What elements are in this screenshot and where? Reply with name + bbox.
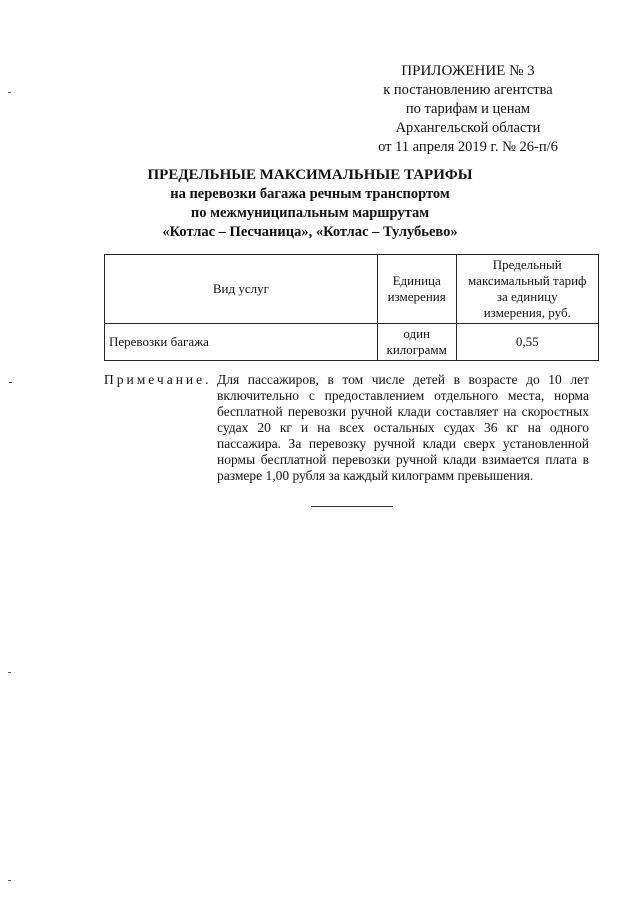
header-service-label: Вид услуг	[212, 281, 269, 296]
scan-speck	[9, 382, 12, 383]
heading-title: ПРЕДЕЛЬНЫЕ МАКСИМАЛЬНЫЕ ТАРИФЫ	[147, 167, 473, 183]
scan-speck	[8, 880, 11, 881]
cell-unit-line: один	[403, 326, 430, 341]
tariff-table	[104, 254, 599, 361]
heading-subtitle: по межмуниципальным маршрутам	[190, 205, 430, 221]
note-text: Для пассажиров, в том числе детей в возрасте до 10 лет включительно с предоставлением отдельного места, норма бесплатной перевозки ручной клади составляет на скоростных судах 20 кг и на всех остальных судах 36 кг на одного пассажира. За перевозку ручной клади сверх установленной нормы бесплатной перевозки ручной клади взимается плата в размере 1,00 рубля за каждый килограмм превышения.	[217, 372, 589, 483]
cell-service-text: Перевозки багажа	[109, 334, 209, 349]
appendix-title: ПРИЛОЖЕНИЕ № 3	[401, 63, 535, 79]
cell-unit-line: килограмм	[386, 342, 447, 357]
header-tariff-line: максимальный тариф	[468, 273, 587, 288]
scan-speck	[8, 672, 11, 673]
cell-tariff	[456, 324, 598, 361]
header-unit-line: Единица	[392, 273, 441, 288]
header-tariff	[456, 255, 598, 324]
appendix-line: к постановлению агентства	[383, 82, 553, 98]
header-tariff-line: Предельный	[492, 257, 562, 272]
appendix-line: по тарифам и ценам	[405, 101, 531, 117]
header-unit-line: измерения	[387, 289, 446, 304]
table-header-row	[105, 255, 599, 324]
header-unit	[377, 255, 456, 324]
cell-tariff-value: 0,55	[515, 334, 539, 349]
appendix-date-line: от 11 апреля 2019 г. № 26-п/6	[378, 139, 558, 155]
header-service	[105, 255, 378, 324]
scan-speck	[8, 92, 11, 93]
appendix-block	[358, 62, 578, 157]
heading-routes: «Котлас – Песчаница», «Котлас – Тулубьево»	[162, 224, 458, 240]
heading-subtitle: на перевозки багажа речным транспортом	[170, 186, 450, 202]
closing-divider	[311, 506, 393, 507]
appendix-line: Архангельской области	[395, 120, 541, 136]
header-tariff-line: измерения, руб.	[483, 305, 571, 320]
cell-unit	[377, 324, 456, 361]
cell-service	[105, 324, 378, 361]
note-label: Примечание.	[104, 372, 212, 387]
table-row	[105, 324, 599, 361]
document-heading	[100, 166, 520, 242]
header-tariff-line: за единицу	[496, 289, 558, 304]
